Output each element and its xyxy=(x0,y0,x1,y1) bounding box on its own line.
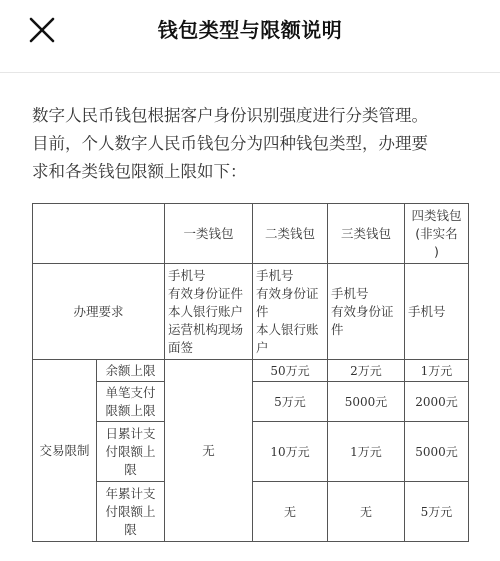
header-empty-cell xyxy=(33,204,165,264)
limit-value: 1万元 xyxy=(405,360,469,382)
wallet-limits-table xyxy=(32,203,469,542)
class1-requirements: 手机号 有效身份证件 本人银行账户 运营机构现场 面签 xyxy=(165,264,253,360)
requirements-row xyxy=(33,264,469,360)
limit-value: 2000元 xyxy=(405,382,469,422)
limit-value: 1万元 xyxy=(328,422,405,482)
class4-requirements: 手机号 xyxy=(405,264,469,360)
limit-value: 2万元 xyxy=(328,360,405,382)
limit-label: 日累计支 付限额上 限 xyxy=(97,422,165,482)
class1-limit: 无 xyxy=(165,360,253,542)
header-class4: 四类钱包 (非实名 ) xyxy=(405,204,469,264)
class3-requirements: 手机号 有效身份证 件 xyxy=(328,264,405,360)
table-row xyxy=(33,360,469,382)
limit-label: 余额上限 xyxy=(97,360,165,382)
limit-value: 无 xyxy=(253,482,328,542)
limit-value: 5000元 xyxy=(405,422,469,482)
intro-paragraph xyxy=(32,102,478,186)
limit-value: 50万元 xyxy=(253,360,328,382)
limit-label: 年累计支 付限额上 限 xyxy=(97,482,165,542)
page-title: 钱包类型与限额说明 xyxy=(157,18,343,42)
header-class3: 三类钱包 xyxy=(328,204,405,264)
limit-value: 5000元 xyxy=(328,382,405,422)
limit-value: 无 xyxy=(328,482,405,542)
trade-limit-label: 交易限制 xyxy=(33,360,97,542)
limit-value: 10万元 xyxy=(253,422,328,482)
intro-line: 数字人民币钱包根据客户身份识别强度进行分类管理。 xyxy=(32,106,428,125)
intro-line: 求和各类钱包限额上限如下： xyxy=(32,162,247,181)
limit-value: 5万元 xyxy=(253,382,328,422)
class2-requirements: 手机号 有效身份证 件 本人银行账 户 xyxy=(253,264,328,360)
header-class2: 二类钱包 xyxy=(253,204,328,264)
limit-value: 5万元 xyxy=(405,482,469,542)
header-class1: 一类钱包 xyxy=(165,204,253,264)
limit-label: 单笔支付 限额上限 xyxy=(97,382,165,422)
table-header-row xyxy=(33,204,469,264)
intro-line: 目前，个人数字人民币钱包分为四种钱包类型，办理要 xyxy=(32,134,428,153)
header-bar xyxy=(0,0,500,73)
requirements-label: 办理要求 xyxy=(33,264,165,360)
